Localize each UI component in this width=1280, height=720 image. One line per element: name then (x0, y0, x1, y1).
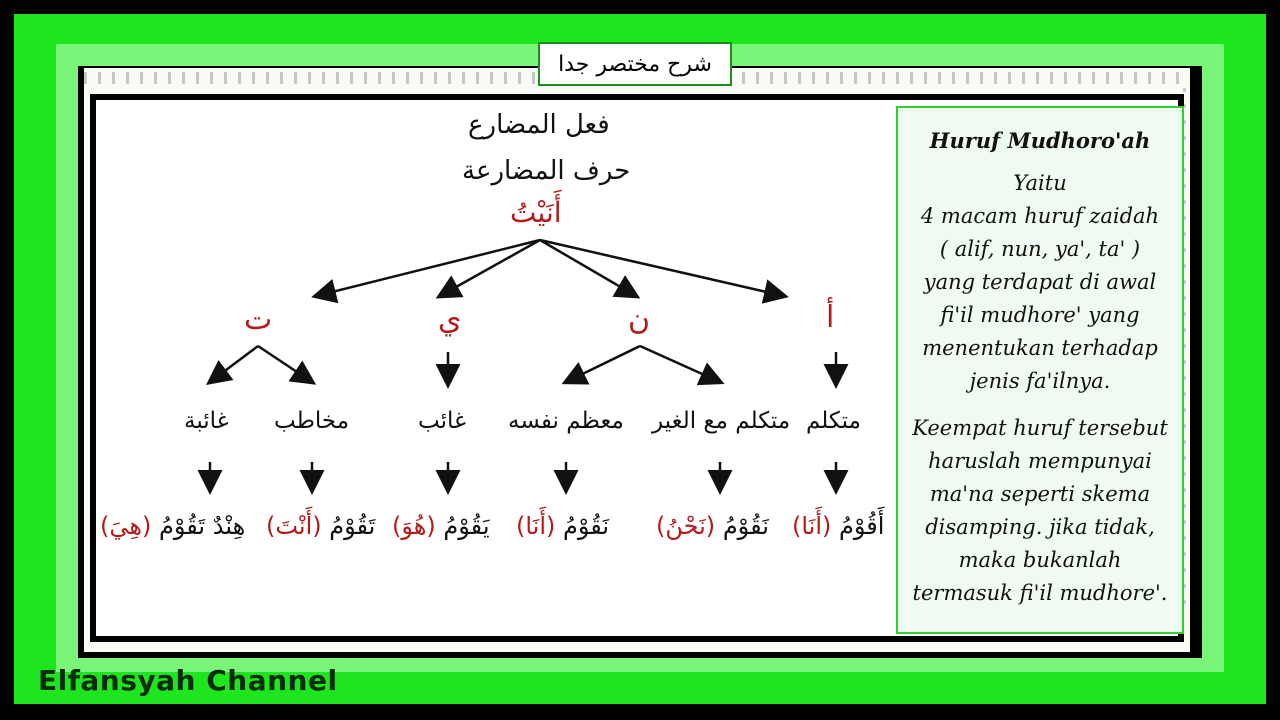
arrow-to-nun (540, 240, 636, 296)
explanation-line: disamping. jika tidak, (925, 515, 1155, 539)
arrow-nun-muazzam (566, 346, 640, 382)
explanation-line: ( alif, nun, ya', ta' ) (939, 237, 1141, 261)
example-text: نَقُوْمُ (722, 512, 769, 540)
example-pronoun: (أَنَا) (516, 512, 556, 540)
heading-huruf-mudhoroah: حرف المضارعة (462, 156, 631, 186)
explanation-line: termasuk fi'il mudhore'. (912, 581, 1168, 605)
explanation-paragraph-1 (898, 167, 1182, 398)
arrow-to-alif (540, 240, 784, 296)
explanation-line: Keempat huruf tersebut (912, 416, 1168, 440)
category-muazzam-nafsah: معظم نفسه (508, 408, 624, 434)
explanation-line: menentukan terhadap (922, 336, 1158, 360)
banner-title: شرح مختصر جدا (538, 42, 732, 86)
letter-ta: ت (244, 302, 273, 337)
arrow-nun-mutakallim-ghair (640, 346, 720, 382)
explanation-line: jenis fa'ilnya. (969, 369, 1111, 393)
example-nahnu (656, 512, 769, 540)
example-ana-alif (792, 512, 884, 540)
example-pronoun: (أَنَا) (792, 512, 832, 540)
letter-nun: ن (628, 302, 651, 337)
example-text: هِنْدٌ تَقُوْمُ (159, 512, 246, 540)
explanation-line: maka bukanlah (958, 548, 1122, 572)
example-ana-nun (516, 512, 609, 540)
example-hiya (100, 512, 245, 540)
example-pronoun: (هِيَ) (100, 512, 152, 540)
example-text: نَقُوْمُ (563, 512, 610, 540)
category-mutakallim: متكلم (806, 408, 861, 434)
example-pronoun: (نَحْنُ) (656, 512, 716, 540)
explanation-line: ma'na seperti skema (929, 482, 1151, 506)
category-mukhatab: مخاطب (274, 408, 350, 434)
explanation-line: Yaitu (1013, 171, 1067, 195)
arrow-ta-ghaibah (210, 346, 258, 382)
arrow-to-ya (440, 240, 540, 296)
heading-fiil-mudhore: فعل المضارع (468, 110, 610, 140)
example-pronoun: (هُوَ) (392, 512, 436, 540)
example-huwa (392, 512, 490, 540)
example-text: يَقُوْمُ (443, 512, 490, 540)
explanation-line: haruslah mempunyai (928, 449, 1152, 473)
explanation-line: yang terdapat di awal (923, 270, 1157, 294)
letter-ya: ي (438, 302, 462, 337)
explanation-title: Huruf Mudhoro'ah (929, 128, 1151, 153)
letter-alif: أ (826, 300, 835, 335)
arrow-ta-mukhatab (258, 346, 312, 382)
explanation-paragraph-2 (898, 412, 1182, 610)
arrow-to-ta (316, 240, 540, 296)
explanation-box (896, 106, 1184, 634)
category-ghaibah: غائبة (184, 408, 229, 434)
channel-name: Elfansyah Channel (38, 664, 338, 697)
root-word: أَنَيْتُ (510, 196, 562, 229)
explanation-line: fi'il mudhore' yang (940, 303, 1140, 327)
explanation-line: 4 macam huruf zaidah (920, 204, 1160, 228)
example-text: أَقُوْمُ (839, 512, 885, 540)
example-anta (266, 512, 375, 540)
example-pronoun: (أَنْتَ) (266, 512, 322, 540)
category-mutakallim-maal-ghair: متكلم مع الغير (652, 408, 791, 434)
example-text: تَقُوْمُ (329, 512, 376, 540)
category-ghaib: غائب (418, 408, 467, 434)
